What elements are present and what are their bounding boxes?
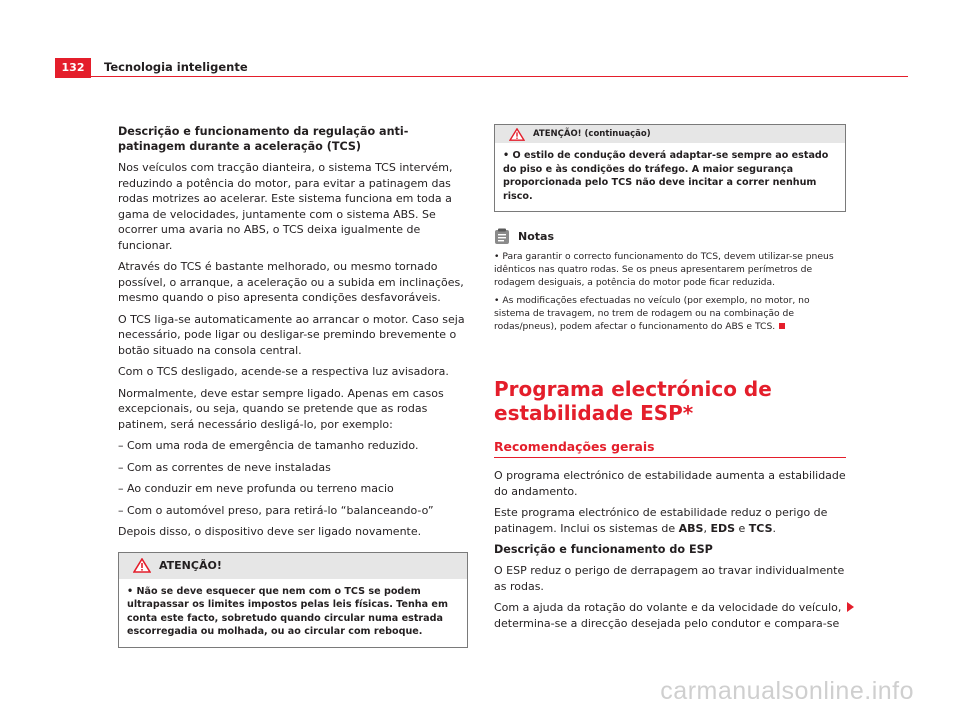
paragraph: O ESP reduz o perigo de derrapagem ao travar individualmente as rodas.	[494, 564, 845, 593]
end-marker-icon	[779, 323, 785, 329]
list-item: – Com as correntes de neve instaladas	[118, 460, 331, 474]
tcs-heading: Descrição e funcionamento da regulação anti-patinagem durante a aceleração (TCS)	[118, 125, 409, 153]
notes-icon	[494, 228, 510, 245]
notes-header	[494, 228, 846, 245]
paragraph: Este programa electrónico de estabilidade reduz o perigo de patinagem. Inclui os sistemas de ABS, EDS e TCS.	[494, 506, 828, 535]
paragraph: Normalmente, deve estar sempre ligado. Apenas em casos excepcionais, ou seja, quando se pretende que as rodas patinem, será necessário desligá-lo, por exemplo:	[118, 386, 444, 431]
subsection-title: Recomendações gerais	[494, 439, 655, 454]
paragraph: Com a ajuda da rotação do volante e da velocidade do veículo, determina-se a direcção desejada pelo condutor e compara-se	[494, 601, 842, 630]
abs-term: ABS	[678, 521, 704, 535]
list-item: – Com uma roda de emergência de tamanho reduzido.	[118, 439, 419, 452]
page-number: 132	[55, 58, 91, 78]
left-column	[118, 124, 468, 648]
page-header-title: Tecnologia inteligente	[104, 60, 248, 74]
right-column	[494, 124, 846, 637]
list-item: – Ao conduzir em neve profunda ou terreno macio	[118, 482, 394, 495]
esp-description-heading: Descrição e funcionamento do ESP	[494, 543, 713, 556]
warning-header	[119, 553, 467, 579]
warning-icon	[509, 128, 525, 141]
warning-continued-title: ATENÇÃO! (continuação)	[533, 129, 651, 139]
next-page-arrow-icon	[847, 602, 854, 612]
warning-continued-box	[494, 124, 846, 212]
closing-paragraph: Depois disso, o dispositivo deve ser ligado novamente.	[118, 525, 422, 538]
warning-continued-text: • O estilo de condução deverá adaptar-se sempre ao estado do piso e às condições do tráfego. A maior segurança proporcionada pelo TCS não deve incitar a correr nenhum risco.	[503, 150, 829, 202]
warning-continued-header	[495, 125, 845, 143]
section-title: Programa electrónico de estabilidade ESP*	[494, 377, 772, 425]
watermark: carmanualsonline.info	[660, 677, 914, 705]
paragraph: Com o TCS desligado, acende-se a respectiva luz avisadora.	[118, 365, 449, 378]
note-item: • As modificações efectuadas no veículo (por exemplo, no motor, no sistema de travagem, no trem de rodagem ou na combinação de rodas/pneus), podem afectar o funcionamento do ABS e TCS.	[494, 295, 810, 332]
warning-title: ATENÇÃO!	[159, 559, 222, 572]
paragraph: Nos veículos com tracção dianteira, o sistema TCS intervém, reduzindo a potência do motor, para evitar a patinagem das rodas motrizes ao acelerar. Este sistema funciona em toda a gama de velocidades, juntamente com o sistema ABS. Se ocorrer uma avaria no ABS, o TCS deixa igualmente de funcionar.	[118, 161, 453, 252]
warning-box	[118, 552, 468, 648]
list-item: – Com o automóvel preso, para retirá-lo “balanceando-o”	[118, 503, 434, 517]
notes-title: Notas	[518, 230, 554, 243]
eds-term: EDS	[710, 521, 736, 535]
warning-text: • Não se deve esquecer que nem com o TCS se podem ultrapassar os limites impostos pelas leis físicas. Tenha em conta este facto, sobretudo quando circular numa estrada escorregadia ou molhada, ou ao circular com reboque.	[127, 585, 448, 637]
paragraph: O programa electrónico de estabilidade aumenta a estabilidade do andamento.	[494, 469, 846, 498]
header-divider	[91, 76, 908, 77]
paragraph: Através do TCS é bastante melhorado, ou mesmo tornado possível, o arranque, a aceleração ou a subida em inclinações, mesmo quando o piso apresenta condições desfavoráveis.	[118, 260, 464, 304]
note-item: • Para garantir o correcto funcionamento do TCS, devem utilizar-se pneus idênticos nas quatro rodas. Se os pneus apresentarem perímetros de rodagem desiguais, a potência do motor pode ficar reduzida.	[494, 251, 834, 288]
warning-icon	[133, 558, 151, 573]
tcs-term: TCS	[748, 521, 773, 535]
paragraph: O TCS liga-se automaticamente ao arrancar o motor. Caso seja necessário, pode ligar ou desligar-se premindo brevemente o botão situado na consola central.	[118, 312, 465, 357]
